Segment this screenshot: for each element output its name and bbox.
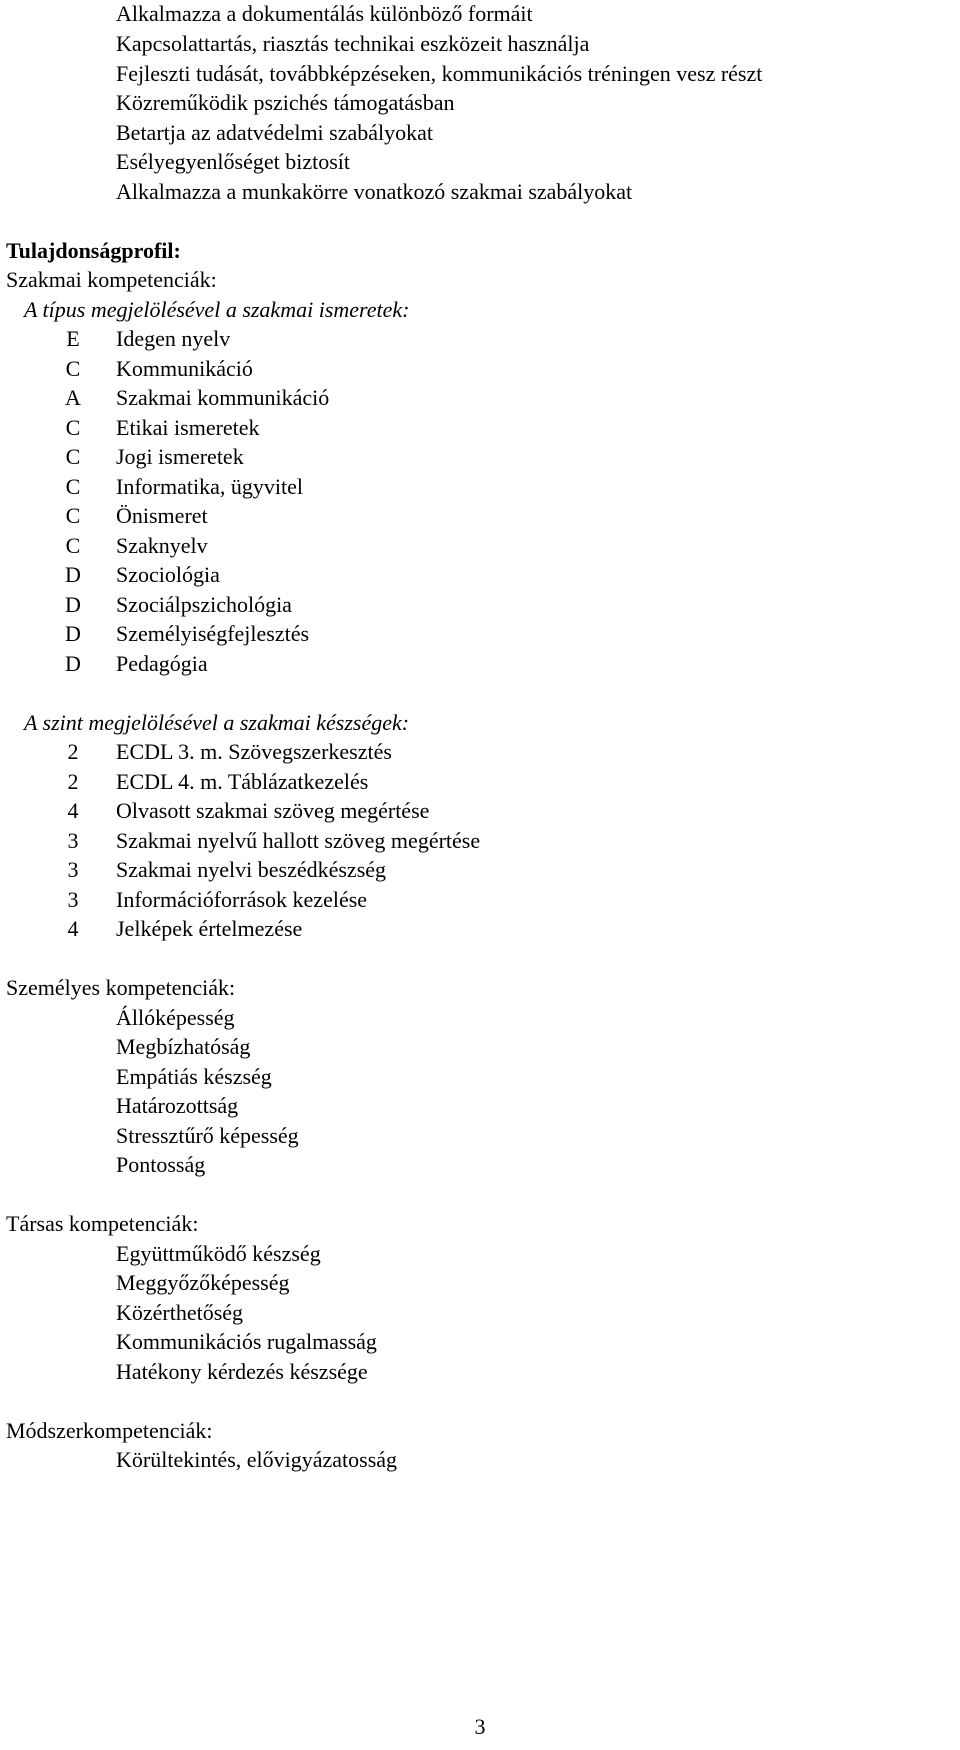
knowledge-text: Informatika, ügyvitel — [116, 474, 303, 499]
knowledge-text: Jogi ismeretek — [116, 444, 244, 469]
knowledge-label: A típus megjelölésével a szakmai ismeretek: — [24, 297, 410, 322]
intro-item: Alkalmazza a munkakörre vonatkozó szakmai szabályokat — [116, 179, 633, 204]
skill-text: Jelképek értelmezése — [116, 916, 303, 941]
intro-item: Alkalmazza a dokumentálás különböző formáit — [116, 1, 533, 26]
knowledge-text: Pedagógia — [116, 651, 208, 676]
personal-item: Pontosság — [116, 1152, 206, 1177]
knowledge-text: Etikai ismeretek — [116, 415, 260, 440]
knowledge-text: Szociálpszichológia — [116, 592, 292, 617]
skill-level: 4 — [67, 916, 79, 941]
skill-level: 4 — [67, 798, 79, 823]
knowledge-code: C — [65, 444, 81, 469]
skill-level: 3 — [67, 828, 79, 853]
social-competencies-label: Társas kompetenciák: — [6, 1211, 199, 1236]
personal-item: Empátiás készség — [116, 1064, 272, 1089]
skill-text: Olvasott szakmai szöveg megértése — [116, 798, 430, 823]
knowledge-code: C — [65, 503, 81, 528]
skill-text: Szakmai nyelvi beszédkészség — [116, 857, 387, 882]
personal-item: Megbízhatóság — [116, 1034, 251, 1059]
knowledge-text: Szociológia — [116, 562, 220, 587]
professional-competencies-label: Szakmai kompetenciák: — [6, 267, 217, 292]
skill-text: Szakmai nyelvű hallott szöveg megértése — [116, 828, 481, 853]
intro-item: Fejleszti tudását, továbbképzéseken, kommunikációs tréningen vesz részt — [116, 61, 763, 86]
knowledge-code: C — [65, 356, 81, 381]
knowledge-code: D — [65, 562, 81, 587]
social-item: Kommunikációs rugalmasság — [116, 1329, 377, 1354]
intro-item: Közreműködik pszichés támogatásban — [116, 90, 455, 115]
intro-item: Betartja az adatvédelmi szabályokat — [116, 120, 434, 145]
personal-item: Határozottság — [116, 1093, 239, 1118]
knowledge-code: D — [65, 651, 81, 676]
skill-text: ECDL 4. m. Táblázatkezelés — [116, 769, 369, 794]
skill-level: 2 — [67, 769, 79, 794]
knowledge-code: C — [65, 474, 81, 499]
social-item: Közérthetőség — [116, 1300, 244, 1325]
personal-item: Stressztűrő képesség — [116, 1123, 299, 1148]
knowledge-text: Személyiségfejlesztés — [116, 621, 310, 646]
social-item: Együttműködő készség — [116, 1241, 321, 1266]
knowledge-code: E — [66, 326, 80, 351]
knowledge-text: Szaknyelv — [116, 533, 208, 558]
social-item: Hatékony kérdezés készsége — [116, 1359, 368, 1384]
profile-heading: Tulajdonságprofil: — [6, 238, 181, 263]
knowledge-code: D — [65, 592, 81, 617]
knowledge-text: Szakmai kommunikáció — [116, 385, 330, 410]
skill-text: Információforrások kezelése — [116, 887, 368, 912]
social-item: Meggyőzőképesség — [116, 1270, 290, 1295]
skill-level: 3 — [67, 857, 79, 882]
method-competencies-label: Módszerkompetenciák: — [6, 1418, 213, 1443]
knowledge-code: A — [65, 385, 81, 410]
knowledge-text: Kommunikáció — [116, 356, 253, 381]
method-item: Körültekintés, elővigyázatosság — [116, 1447, 398, 1472]
intro-item: Kapcsolattartás, riasztás technikai eszközeit használja — [116, 31, 590, 56]
skills-label: A szint megjelölésével a szakmai készségek: — [24, 710, 410, 735]
skill-level: 2 — [67, 739, 79, 764]
skill-level: 3 — [67, 887, 79, 912]
page-number: 3 — [474, 1714, 486, 1739]
knowledge-text: Idegen nyelv — [116, 326, 231, 351]
knowledge-code: C — [65, 533, 81, 558]
knowledge-code: C — [65, 415, 81, 440]
knowledge-code: D — [65, 621, 81, 646]
personal-competencies-label: Személyes kompetenciák: — [6, 975, 236, 1000]
skill-text: ECDL 3. m. Szövegszerkesztés — [116, 739, 392, 764]
personal-item: Állóképesség — [116, 1005, 235, 1030]
knowledge-text: Önismeret — [116, 503, 208, 528]
intro-item: Esélyegyenlőséget biztosít — [116, 149, 350, 174]
